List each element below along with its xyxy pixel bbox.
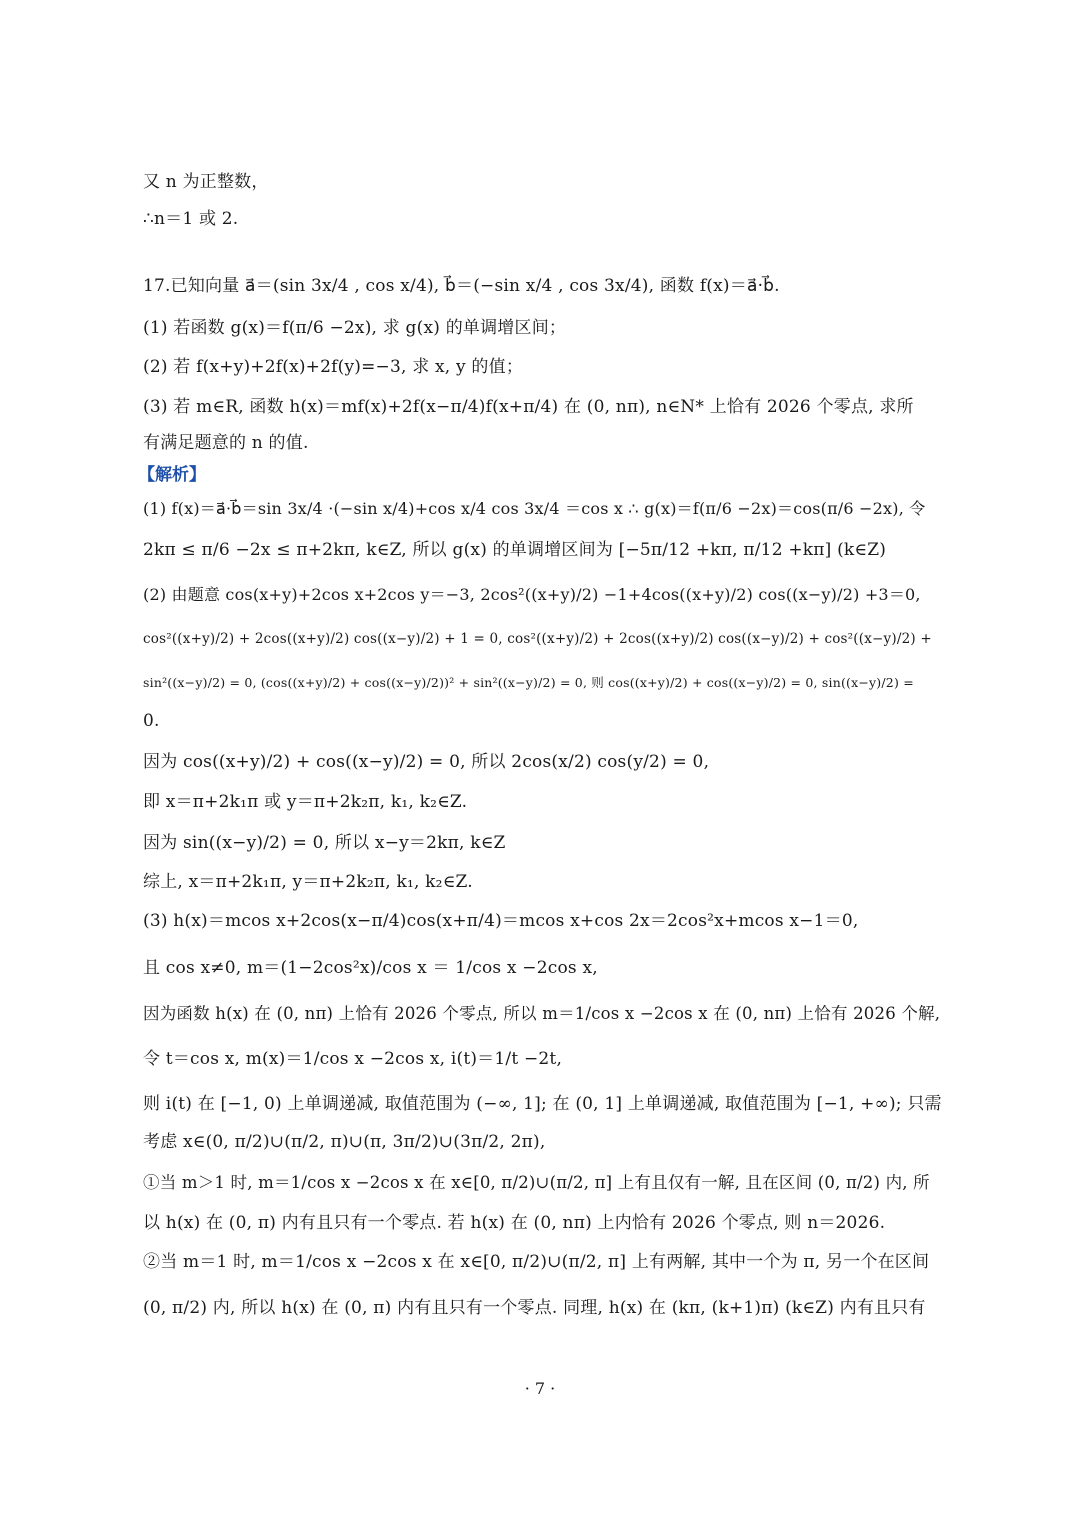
text-line: 又 n 为正整数， bbox=[143, 172, 269, 192]
solution-line: cos²((x+y)/2) + 2cos((x+y)/2) cos((x−y)/2) + 1 = 0, cos²((x+y)/2) + 2cos((x+y)/2) cos((x−y)/2) + cos²((x−y)/2) + bbox=[143, 631, 932, 647]
solution-line: ①当 m＞1 时, m＝1/cos x −2cos x 在 x∈[0, π/2)∪(π/2, π] 上有且仅有一解, 且在区间 (0, π/2) 内, 所 bbox=[143, 1173, 930, 1192]
problem-part-1: (1) 若函数 g(x)＝f(π/6 −2x), 求 g(x) 的单调增区间； bbox=[143, 318, 567, 338]
solution-line: 因为 cos((x+y)/2) + cos((x−y)/2) = 0, 所以 2cos(x/2) cos(y/2) = 0, bbox=[143, 752, 710, 772]
solution-line: 即 x＝π+2k₁π 或 y＝π+2k₂π, k₁, k₂∈Z. bbox=[143, 792, 468, 812]
solution-line: 0. bbox=[143, 711, 160, 731]
solution-line: 令 t＝cos x, m(x)＝1/cos x −2cos x, i(t)＝1/t −2t, bbox=[143, 1049, 563, 1069]
solution-line: 因为 sin((x−y)/2) = 0, 所以 x−y＝2kπ, k∈Z bbox=[143, 833, 506, 853]
problem-part-2: (2) 若 f(x+y)+2f(x)+2f(y)=−3, 求 x, y 的值； bbox=[143, 357, 524, 377]
problem-part-3-continued: 有满足题意的 n 的值. bbox=[143, 433, 309, 453]
solution-line: sin²((x−y)/2) = 0, (cos((x+y)/2) + cos((x−y)/2))² + sin²((x−y)/2) = 0, 则 cos((x+y)/2) + cos((x−y)/2) = 0, sin((x−y)/2) = bbox=[143, 675, 914, 690]
solution-line: 考虑 x∈(0, π/2)∪(π/2, π)∪(π, 3π/2)∪(3π/2, 2π), bbox=[143, 1132, 546, 1152]
solution-line: 2kπ ≤ π/6 −2x ≤ π+2kπ, k∈Z, 所以 g(x) 的单调增区间为 [−5π/12 +kπ, π/12 +kπ] (k∈Z) bbox=[143, 540, 887, 560]
solution-line: ②当 m＝1 时, m＝1/cos x −2cos x 在 x∈[0, π/2)∪(π/2, π] 上有两解, 其中一个为 π, 另一个在区间 bbox=[143, 1252, 930, 1272]
solution-line: 则 i(t) 在 [−1, 0) 上单调递减, 取值范围为 (−∞, 1]; 在 (0, 1] 上单调递减, 取值范围为 [−1, +∞); 只需 bbox=[143, 1094, 942, 1114]
solution-line: (1) f(x)＝a⃗·b⃗＝sin 3x/4 ·(−sin x/4)+cos x/4 cos 3x/4 ＝cos x ∴ g(x)＝f(π/6 −2x)＝cos(π/6 −2x), 令 bbox=[143, 499, 926, 518]
solution-line: 因为函数 h(x) 在 (0, nπ) 上恰有 2026 个零点, 所以 m＝1/cos x −2cos x 在 (0, nπ) 上恰有 2026 个解, bbox=[143, 1004, 941, 1023]
text-line: ∴n＝1 或 2. bbox=[143, 209, 239, 229]
solution-line: (2) 由题意 cos(x+y)+2cos x+2cos y＝−3, 2cos²((x+y)/2) −1+4cos((x+y)/2) cos((x−y)/2) +3＝0, bbox=[143, 585, 921, 604]
solution-line: 以 h(x) 在 (0, π) 内有且只有一个零点. 若 h(x) 在 (0, nπ) 上内恰有 2026 个零点, 则 n＝2026. bbox=[143, 1213, 886, 1233]
analysis-heading: 【解析】 bbox=[138, 465, 206, 485]
solution-line: 且 cos x≠0, m＝(1−2cos²x)/cos x ＝ 1/cos x −2cos x, bbox=[143, 958, 598, 978]
problem-part-3: (3) 若 m∈R, 函数 h(x)＝mf(x)+2f(x−π/4)f(x+π/4) 在 (0, nπ), n∈N* 上恰有 2026 个零点, 求所 bbox=[143, 397, 914, 417]
solution-line: (0, π/2) 内, 所以 h(x) 在 (0, π) 内有且只有一个零点. 同理, h(x) 在 (kπ, (k+1)π) (k∈Z) 内有且只有 bbox=[143, 1298, 926, 1318]
solution-line: 综上, x＝π+2k₁π, y＝π+2k₂π, k₁, k₂∈Z. bbox=[143, 872, 473, 892]
problem-17-statement: 17.已知向量 a⃗＝(sin 3x/4 , cos x/4), b⃗＝(−sin x/4 , cos 3x/4), 函数 f(x)＝a⃗·b⃗. bbox=[143, 276, 780, 296]
solution-line: (3) h(x)＝mcos x+2cos(x−π/4)cos(x+π/4)＝mcos x+cos 2x＝2cos²x+mcos x−1＝0, bbox=[143, 911, 859, 931]
page-number: · 7 · bbox=[524, 1379, 556, 1398]
